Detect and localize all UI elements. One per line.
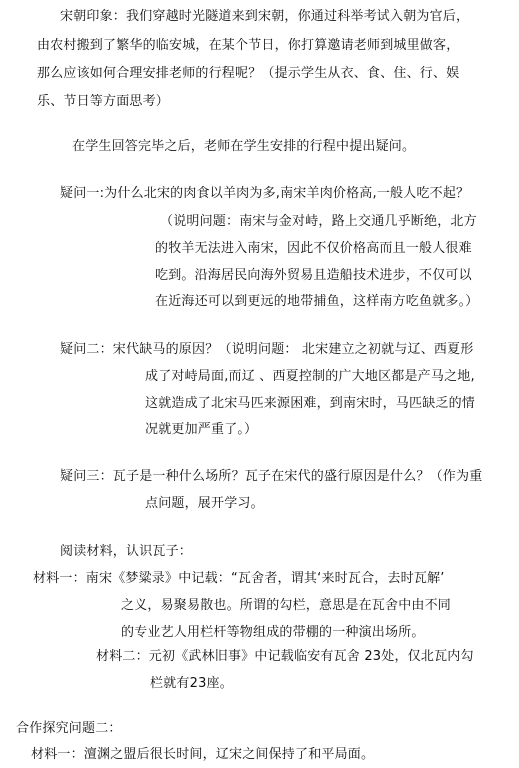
reading-material2-line-1: 材料二：元初《武林旧事》中记载临安有瓦舍 23处，仅北瓦内勾 xyxy=(96,649,474,664)
question1-line-1: 疑问一:为什么北宋的肉食以羊肉为多,南宋羊肉价格高,一般人吃不起？ xyxy=(60,186,470,201)
question2-line-1: 疑问二：宋代缺马的原因？（说明问题： 北宋建立之初就与辽、西夏形 xyxy=(60,342,474,357)
question1-line-3: 的牧羊无法进入南宋，因此不仅价格高而且一般人很难 xyxy=(155,241,472,256)
question1-line-5: 在近海还可以到更远的地带捕鱼，这样南方吃鱼就多。） xyxy=(155,294,479,309)
question2-line-2: 成了对峙局面,而辽 、西夏控制的广大地区都是产马之地, xyxy=(145,369,475,384)
intro-line-3: 那么应该如何合理安排老师的行程呢？（提示学生从衣、食、住、行、娱 xyxy=(37,66,460,81)
reading-material1-line-1: 材料一：南宋《梦粱录》中记载：“瓦舍者，谓其‘来时瓦合，去时瓦解’ xyxy=(33,571,445,586)
question3-line-1: 疑问三：瓦子是一种什么场所？瓦子在宋代的盛行原因是什么？（作为重 xyxy=(60,469,483,484)
question2-line-4: 况就更加严重了。） xyxy=(145,422,258,437)
transition-text: 在学生回答完毕之后，老师在学生安排的行程中提出疑问。 xyxy=(72,139,416,154)
question1-line-2: （说明问题：南宋与金对峙，路上交通几乎断绝，北方 xyxy=(160,214,477,229)
reading-heading: 阅读材料，认识瓦子： xyxy=(60,544,193,559)
coop-heading: 合作探究问题二： xyxy=(16,721,122,736)
reading-material1-line-3: 的专业艺人用栏杆等物组成的带棚的一种演出场所。 xyxy=(121,625,425,640)
question1-line-4: 吃到。沿海居民向海外贸易且造船技术进步，不仅可以 xyxy=(155,268,472,283)
reading-material1-line-2: 之义，易聚易散也。所谓的勾栏，意思是在瓦舍中由不同 xyxy=(121,598,452,613)
intro-line-2: 由农村搬到了繁华的临安城，在某个节日，你打算邀请老师到城里做客， xyxy=(37,38,460,53)
question2-line-3: 这就造成了北宋马匹来源困难，到南宋时，马匹缺乏的情 xyxy=(145,396,476,411)
coop-material1: 材料一：澶渊之盟后很长时间，辽宋之间保持了和平局面。 xyxy=(31,747,375,762)
intro-line-1: 宋朝印象：我们穿越时光隧道来到宋朝，你通过科举考试入朝为官后， xyxy=(60,9,470,24)
question3-line-2: 点问题，展开学习。 xyxy=(145,496,264,511)
intro-line-4: 乐、节日等方面思考） xyxy=(37,94,170,109)
reading-material2-line-2: 栏就有23座。 xyxy=(150,676,233,691)
